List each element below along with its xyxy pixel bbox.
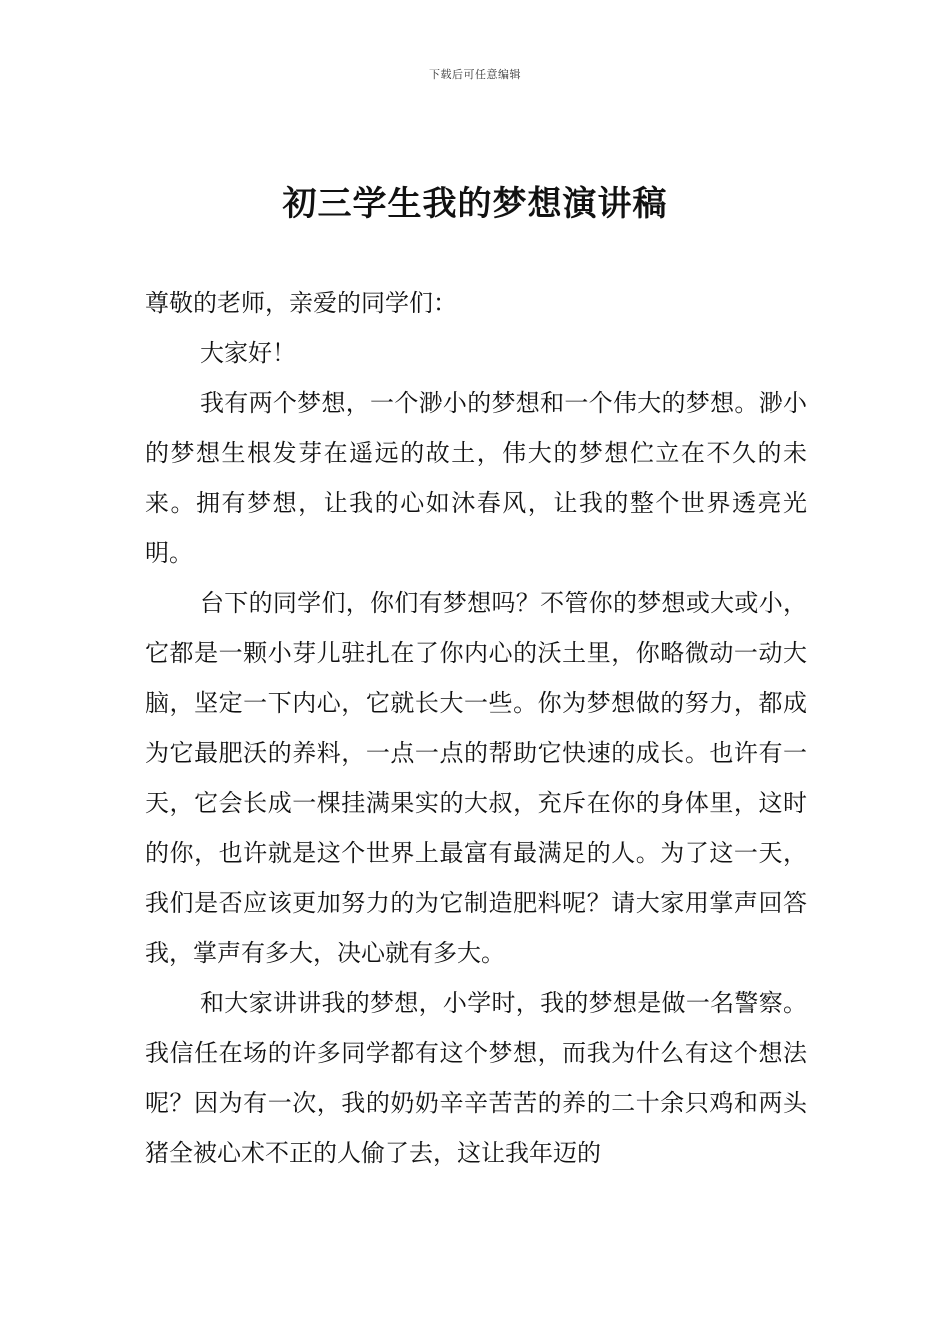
document-title: 初三学生我的梦想演讲稿 — [282, 184, 668, 224]
document-body — [145, 278, 807, 1178]
paragraph: 我有两个梦想，一个渺小的梦想和一个伟大的梦想。渺小的梦想生根发芽在遥远的故土，伟大的梦想伫立在不久的未来。拥有梦想，让我的心如沐春风，让我的整个世界透亮光明。 — [145, 389, 807, 567]
paragraph-greeting: 大家好！ — [200, 339, 296, 367]
paragraph: 台下的同学们，你们有梦想吗？不管你的梦想或大或小，它都是一颗小芽儿驻扎在了你内心的沃土里，你略微动一动大脑，坚定一下内心，它就长大一些。你为梦想做的努力，都成为它最肥沃的养料，一点一点的帮助它快速的成长。也许有一天，它会长成一棵挂满果实的大叔，充斥在你的身体里，这时的你，也许就是这个世界上最富有最满足的人。为了这一天，我们是否应该更加努力的为它制造肥料呢？请大家用掌声回答我，掌声有多大，决心就有多大。 — [145, 589, 807, 967]
salutation: 尊敬的老师，亲爱的同学们： — [145, 289, 457, 317]
paragraph: 和大家讲讲我的梦想，小学时，我的梦想是做一名警察。我信任在场的许多同学都有这个梦想，而我为什么有这个想法呢？因为有一次，我的奶奶辛辛苦苦的养的二十余只鸡和两头猪全被心术不正的人偷了去，这让我年迈的 — [145, 989, 807, 1167]
header-note: 下载后可任意编辑 — [429, 68, 521, 81]
